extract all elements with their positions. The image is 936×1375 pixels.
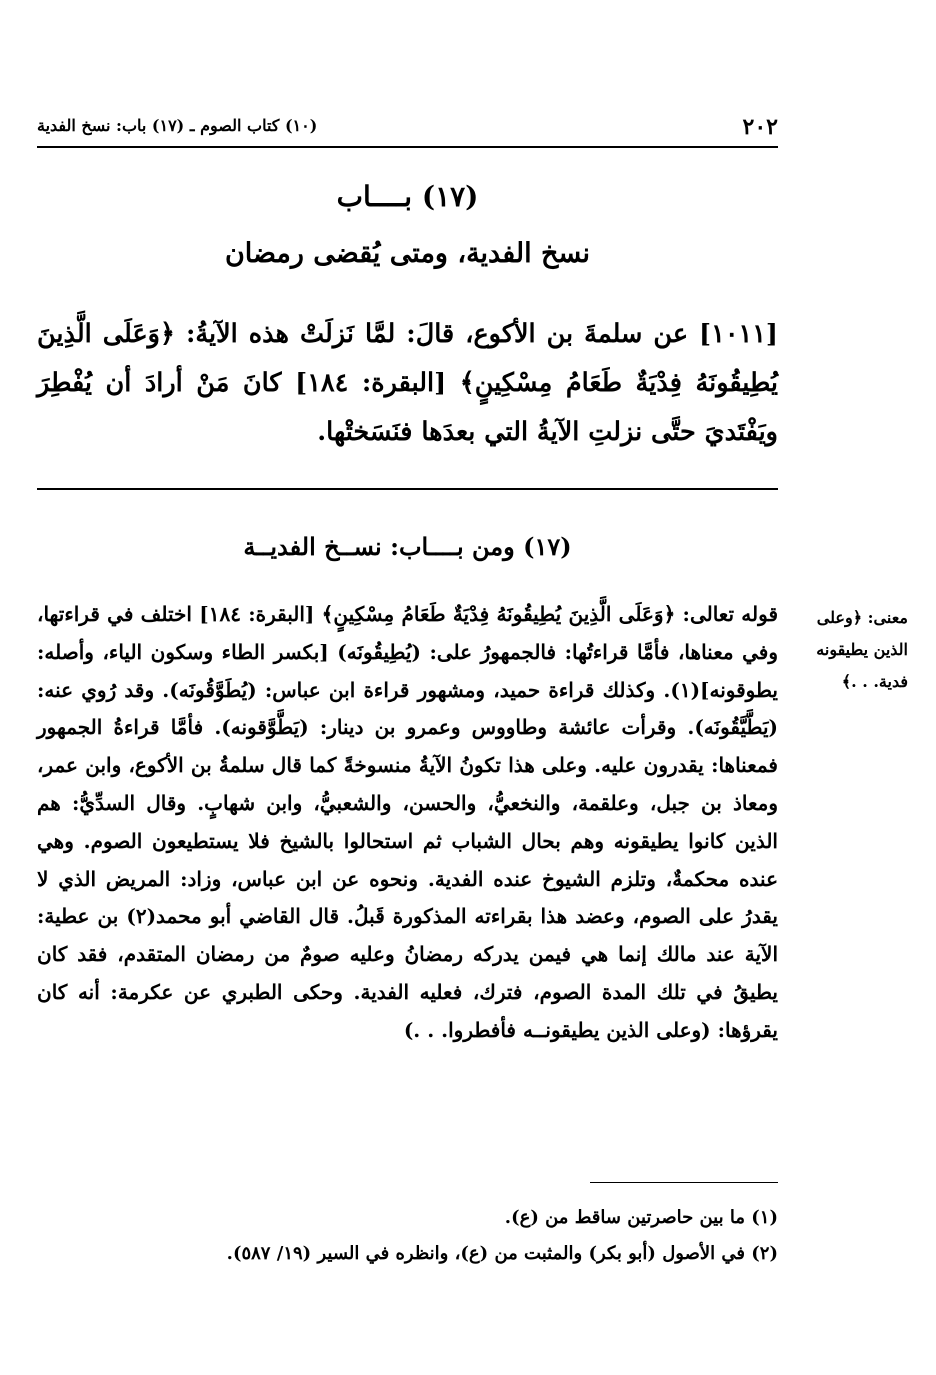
hadith-text [37, 310, 778, 457]
footnotes [37, 1200, 778, 1272]
commentary-paragraph: قوله تعالى: ﴿وَعَلَى الَّذِينَ يُطِيقُونَهُ فِدْيَةٌ طَعَامُ مِسْكِينٍ﴾ [البقرة: ١٨٤] اختلف في قراءتها، وفي معناها، فأمَّا قراءتُها: فالجمهورُ على: (يُطِيقُونَه) [بكسر الطاء وسكون الياء، وأصله: يطوقونه](١). وكذلك قراءة حميد، ومشهور قراءة ابن عباس: (يُطَوَّقُونَه). وقد رُوي عنه: (يَطَّيَّقُونَه). وقرأت عائشة وطاووس وعمرو بن دينار: (يَطَّوَّقونه). فأمَّا قراءةُ الجمهور فمعناها: يقدرون عليه. وعلى هذا تكونُ الآيةُ منسوخةً كما قال سلمةُ بن الأكوع، وابن عمر، ومعاذ بن جبل، وعلقمة، والنخعيُّ، والحسن، والشعبيُّ، وابن شهابٍ. وقال السدِّيُّ: هم الذين كانوا يطيقونه وهم بحال الشباب ثم استحالوا بالشيخ فلا يستطيعون الصوم. وهي عنده محكمةٌ، وتلزم الشيوخ عنده الفدية. ونحوه عن ابن عباس، وزاد: المريض الذي لا يقدرُ على الصوم، وعضد هذا بقراءته المذكورة قَبلُ. قال القاضي أبو محمد(٢) بن عطية: الآية عند مالك إنما هي فيمن يدركه رمضانُ وعليه صومٌ من رمضان المتقدم، فقد كان يطيقُ في تلك المدة الصوم، فترك، فعليه الفدية. وحكى الطبري عن عكرمة: أنه كان يقرؤها: (وعلى الذين يطيقونــه فأفطروا. . .) [37, 602, 778, 1042]
commentary-body [37, 596, 778, 1050]
page-header [37, 110, 778, 148]
hadith-paragraph: [١٠١١] عن سلمةَ بن الأكوع، قالَ: لمَّا نَزلَتْ هذه الآيةُ: ﴿وَعَلَى الَّذِينَ يُطِيقُونَهُ فِدْيَةٌ طَعَامُ مِسْكِينٍ﴾ [البقرة: ١٨٤] كانَ مَنْ أرادَ أن يُفْطِرَ ويَفْتَديَ حتَّى نزلتِ الآيةُ التي بعدَها فنَسَختْها. [37, 319, 778, 447]
margin-note-line: الذين يطيقونه [816, 640, 908, 659]
commentary-title: (١٧) ومن بــــاب: نســخ الفديــة [243, 532, 572, 561]
page-number: ٢٠٢ [742, 114, 778, 140]
margin-note-line: معنى: ﴿وعلى [816, 608, 908, 627]
margin-note [792, 602, 908, 698]
footnote: (١) ما بين حاصرتين ساقط من (ع). [504, 1207, 778, 1228]
footnote-rule [590, 1182, 778, 1183]
footnote: (٢) في الأصول (أبو بكر) والمثبت من (ع)، وانظره في السير (١٩/ ٥٨٧). [226, 1243, 778, 1264]
chapter-number: (١٧) بــــاب [336, 180, 479, 213]
margin-note-line: فدية. . .﴾ [841, 672, 908, 691]
chapter-title: نسخ الفدية، ومتى يُقضى رمضان [224, 238, 591, 269]
running-head: (١٠) كتاب الصوم ـ (١٧) باب: نسخ الفدية [37, 116, 318, 135]
section-separator [37, 488, 778, 490]
